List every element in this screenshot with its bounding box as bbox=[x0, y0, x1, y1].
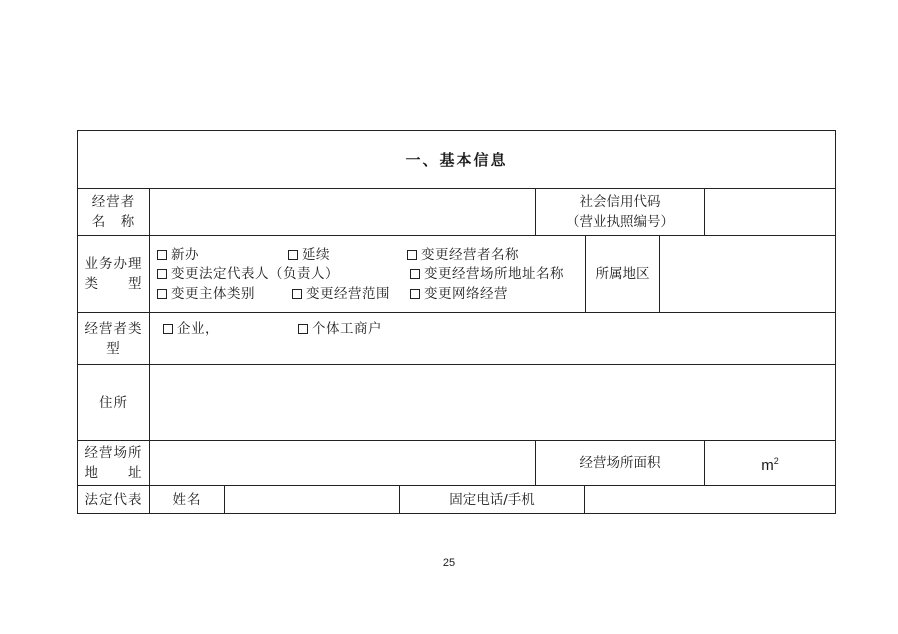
checkbox-icon bbox=[410, 289, 420, 299]
business-type-label-line2: 类 型 bbox=[84, 276, 143, 292]
premises-address-label-line1: 经营场所 bbox=[84, 445, 143, 461]
option-change-online[interactable]: 变更网络经营 bbox=[410, 284, 508, 304]
residence-field[interactable] bbox=[150, 365, 835, 441]
premises-address-label bbox=[78, 441, 150, 486]
residence-label: 住所 bbox=[78, 365, 150, 441]
premises-area-field[interactable] bbox=[705, 441, 835, 486]
checkbox-icon bbox=[298, 324, 308, 334]
credit-code-label-line2: （营业执照编号） bbox=[566, 214, 674, 230]
option-change-premises[interactable]: 变更经营场所地址名称 bbox=[410, 264, 564, 284]
option-change-scope[interactable]: 变更经营范围 bbox=[292, 284, 390, 304]
option-change-legal-rep[interactable]: 变更法定代表人（负责人） bbox=[157, 264, 339, 284]
checkbox-icon bbox=[157, 289, 167, 299]
option-individual[interactable]: 个体工商户 bbox=[298, 319, 382, 339]
operator-name-label-line1: 经营者 bbox=[91, 194, 136, 210]
operator-name-field[interactable] bbox=[150, 189, 536, 236]
operator-type-label bbox=[78, 313, 150, 365]
operator-name-label-line2: 名 称 bbox=[91, 214, 136, 230]
region-label: 所属地区 bbox=[586, 236, 660, 313]
operator-type-options bbox=[150, 313, 835, 365]
premises-address-field[interactable] bbox=[150, 441, 536, 486]
business-type-label-line1: 业务办理 bbox=[84, 256, 143, 272]
phone-field[interactable] bbox=[585, 486, 835, 513]
credit-code-label-line1: 社会信用代码 bbox=[579, 194, 661, 210]
checkbox-icon bbox=[288, 250, 298, 260]
operator-type-label-line2: 型 bbox=[106, 340, 121, 357]
option-renew[interactable]: 延续 bbox=[288, 245, 330, 265]
credit-code-field[interactable] bbox=[705, 189, 835, 236]
region-field[interactable] bbox=[660, 236, 835, 313]
option-change-name[interactable]: 变更经营者名称 bbox=[407, 245, 519, 265]
checkbox-icon bbox=[410, 269, 420, 279]
option-enterprise[interactable]: 企业， bbox=[163, 319, 219, 339]
checkbox-icon bbox=[407, 250, 417, 260]
option-new[interactable]: 新办 bbox=[157, 245, 199, 265]
business-type-options bbox=[150, 236, 586, 313]
checkbox-icon bbox=[157, 250, 167, 260]
checkbox-icon bbox=[157, 269, 167, 279]
option-change-entity[interactable]: 变更主体类别 bbox=[157, 284, 255, 304]
premises-address-label-line2: 地 址 bbox=[84, 465, 143, 481]
section-title: 一、基本信息 bbox=[78, 131, 835, 189]
business-type-label bbox=[78, 236, 150, 313]
checkbox-icon bbox=[292, 289, 302, 299]
credit-code-label bbox=[536, 189, 705, 236]
premises-area-label: 经营场所面积 bbox=[536, 441, 705, 486]
legal-rep-label: 法定代表 bbox=[78, 486, 150, 513]
operator-name-label bbox=[78, 189, 150, 236]
basic-info-form bbox=[77, 130, 836, 514]
operator-type-label-line1: 经营者类 bbox=[84, 320, 143, 337]
checkbox-icon bbox=[163, 324, 173, 334]
legal-rep-name-label: 姓名 bbox=[150, 486, 225, 513]
page-number: 25 bbox=[442, 557, 456, 569]
legal-rep-name-field[interactable] bbox=[225, 486, 400, 513]
area-unit: $m^2$ bbox=[761, 455, 779, 474]
phone-label: 固定电话/手机 bbox=[400, 486, 585, 513]
